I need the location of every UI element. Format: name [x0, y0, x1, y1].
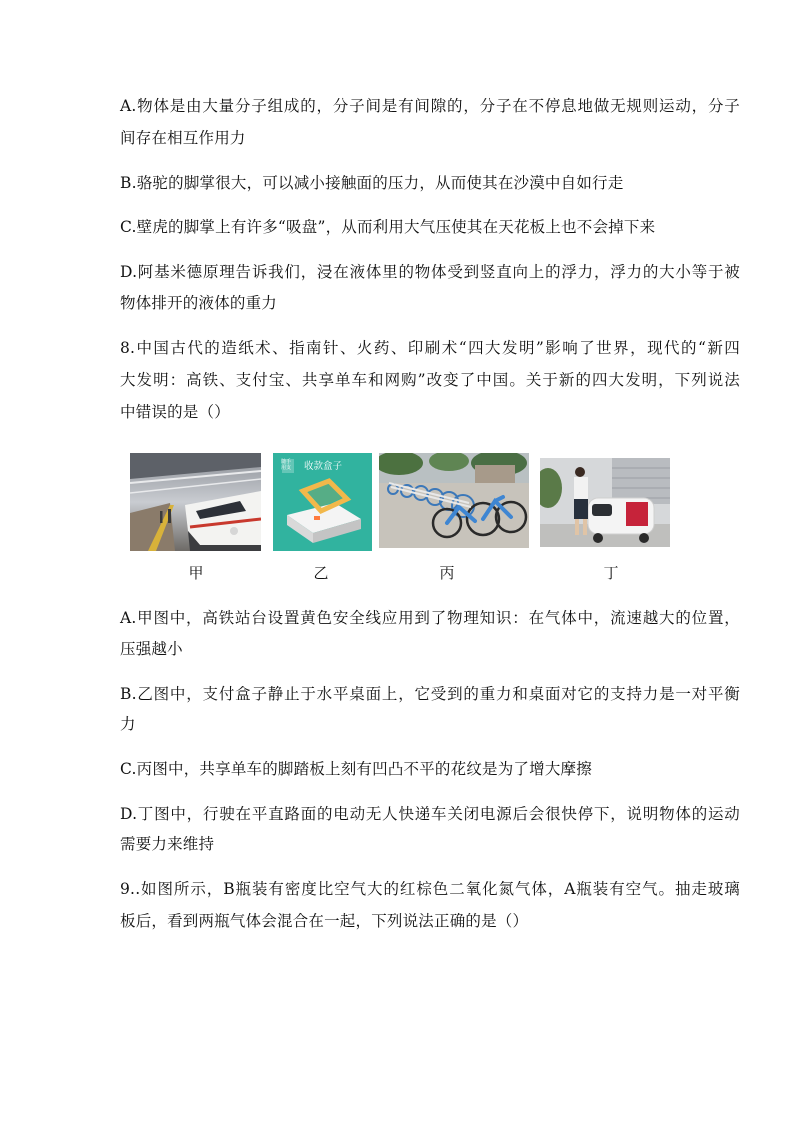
caption-jia: 甲: [188, 564, 204, 582]
q8-stem-line1: 8.中国古代的造纸术、指南针、火药、印刷术“四大发明”影响了世界，现代的“新四: [120, 339, 740, 357]
payment-box-photo: [273, 453, 372, 551]
q8-stem-line3: 中错误的是（）: [120, 403, 230, 421]
q7-option-d-line1: D.阿基米德原理告诉我们，浸在液体里的物体受到竖直向上的浮力，浮力的大小等于被: [120, 263, 740, 281]
q7-option-a-line1: A.物体是由大量分子组成的，分子间是有间隙的，分子在不停息地做无规则运动，分子: [120, 97, 740, 115]
q7-option-b: B.骆驼的脚掌很大，可以减小接触面的压力，从而使其在沙漠中自如行走: [120, 174, 624, 192]
q9-stem-line2: 板后，看到两瓶气体会混合在一起，下列说法正确的是（）: [120, 912, 529, 930]
q7-option-c: C.壁虎的脚掌上有许多“吸盘”，从而利用大气压使其在天花板上也不会掉下来: [120, 218, 656, 236]
q8-option-b-line1: B.乙图中，支付盒子静止于水平桌面上，它受到的重力和桌面对它的支持力是一对平衡: [120, 685, 740, 703]
caption-ding: 丁: [603, 564, 619, 582]
payment-box-corner-text: [281, 459, 291, 471]
q8-option-a-line1: A.甲图中，高铁站台设置黄色安全线应用到了物理知识：在气体中，流速越大的位置，: [120, 609, 740, 627]
train-photo: [130, 453, 261, 551]
q8-option-c: C.丙图中，共享单车的脚踏板上刻有凹凸不平的花纹是为了增大摩擦: [120, 760, 592, 778]
caption-yi: 乙: [313, 564, 329, 582]
bicycles-photo: [379, 453, 529, 548]
q7-option-d-line2: 物体排开的液体的重力: [120, 294, 278, 312]
q8-option-d-line1: D.丁图中，行驶在平直路面的电动无人快递车关闭电源后会很快停下，说明物体的运动: [120, 805, 740, 823]
q7-option-a-line2: 间存在相互作用力: [120, 129, 246, 147]
q8-option-b-line2: 力: [120, 715, 136, 733]
delivery-robot-photo: [540, 458, 670, 547]
q8-option-a-line2: 压强越小: [120, 640, 183, 658]
q9-stem-line1: 9..如图所示，B瓶装有密度比空气大的红棕色二氧化氮气体，A瓶装有空气。抽走玻璃: [120, 880, 740, 898]
payment-box-corner-line1: 随手: [281, 459, 292, 465]
payment-box-corner-line2: 用支: [281, 465, 292, 471]
caption-bing: 丙: [439, 564, 455, 582]
q8-stem-line2: 大发明：高铁、支付宝、共享单车和网购”改变了中国。关于新的四大发明，下列说法: [120, 371, 740, 389]
payment-box-label: 收款盒子: [304, 461, 343, 472]
q8-option-d-line2: 需要力来维持: [120, 835, 215, 853]
